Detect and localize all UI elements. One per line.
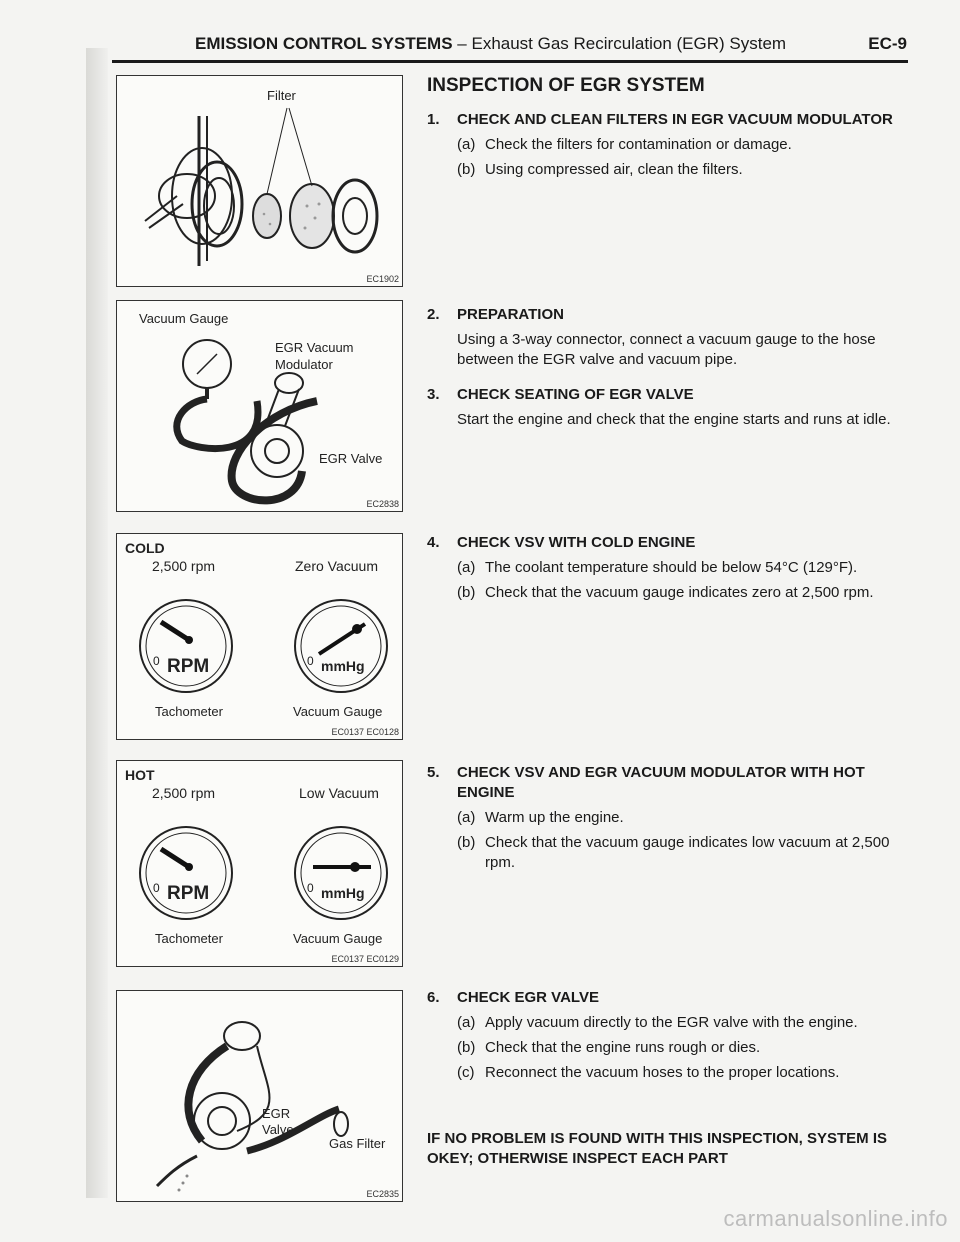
- label-egr-valve: EGR Valve: [262, 1106, 294, 1137]
- egr-valve-drawing: [117, 991, 402, 1201]
- label-filter: Filter: [267, 88, 296, 103]
- figure-code: EC2835: [366, 1189, 399, 1199]
- step-title: CHECK VSV AND EGR VACUUM MODULATOR WITH HOT ENGINE: [457, 764, 865, 801]
- sub-letter: (b): [457, 584, 476, 601]
- sub-letter: (c): [457, 1064, 475, 1081]
- vacuum-label: Zero Vacuum: [295, 558, 378, 574]
- step-title: CHECK VSV WITH COLD ENGINE: [457, 534, 696, 551]
- step-number: 1.: [427, 111, 440, 128]
- sub-text: Check that the vacuum gauge indicates zero at 2,500 rpm.: [485, 584, 874, 601]
- page-number: EC-9: [868, 34, 907, 53]
- step-number: 6.: [427, 989, 440, 1006]
- step-5: [427, 763, 909, 873]
- sub-letter: (b): [457, 161, 476, 178]
- gauge-hookup-drawing: [117, 301, 402, 511]
- step-4: [427, 533, 909, 603]
- label-vacuum-gauge: Vacuum Gauge: [139, 311, 229, 326]
- final-note: IF NO PROBLEM IS FOUND WITH THIS INSPECTION, SYSTEM IS OKEY; OTHERWISE INSPECT EACH PART: [427, 1130, 888, 1167]
- sub-letter: (b): [457, 834, 476, 851]
- page-binding-shadow: [86, 48, 108, 1198]
- figure-vacuum-gauge-setup: [116, 300, 403, 512]
- watermark: carmanualsonline.info: [723, 1206, 948, 1231]
- state-label: COLD: [125, 540, 165, 556]
- label-egr-vacuum-modulator: EGR Vacuum Modulator: [275, 340, 354, 372]
- figure-code: EC0137 EC0128: [331, 727, 399, 737]
- sub-text: Check that the vacuum gauge indicates low vacuum at 2,500 rpm.: [485, 834, 890, 871]
- tachometer-label: Tachometer: [155, 704, 223, 719]
- step-number: 2.: [427, 306, 440, 323]
- mmhg-face: mmHg: [321, 885, 365, 901]
- sub-text: Using compressed air, clean the filters.: [485, 161, 743, 178]
- figure-cold-gauges: [116, 533, 403, 740]
- step-3: [427, 385, 909, 430]
- sub-letter: (a): [457, 136, 476, 153]
- vacuum-gauge-label: Vacuum Gauge: [293, 704, 383, 719]
- vacuum-label: Low Vacuum: [299, 785, 379, 801]
- section-title: INSPECTION OF EGR SYSTEM: [427, 75, 705, 96]
- step-number: 5.: [427, 764, 440, 781]
- step-6: [427, 988, 909, 1083]
- filter-drawing: [117, 76, 402, 286]
- step-title: CHECK AND CLEAN FILTERS IN EGR VACUUM MODULATOR: [457, 111, 893, 128]
- rpm-face: RPM: [167, 883, 210, 904]
- mmhg-face: mmHg: [321, 658, 365, 674]
- zero-mark: 0: [307, 654, 314, 668]
- rpm-label: 2,500 rpm: [152, 785, 216, 801]
- step-title: CHECK SEATING OF EGR VALVE: [457, 386, 694, 403]
- header-rule: [112, 60, 908, 63]
- step-title: PREPARATION: [457, 306, 564, 323]
- tachometer-label: Tachometer: [155, 931, 223, 946]
- step-number: 3.: [427, 386, 440, 403]
- label-gas-filter: Gas Filter: [329, 1136, 386, 1151]
- header-section: EMISSION CONTROL SYSTEMS: [195, 34, 453, 53]
- zero-mark: 0: [153, 881, 160, 895]
- sub-letter: (b): [457, 1039, 476, 1056]
- sub-text: Warm up the engine.: [485, 809, 624, 826]
- step-1: [427, 110, 909, 180]
- vacuum-gauge-label: Vacuum Gauge: [293, 931, 383, 946]
- sub-text: Check that the engine runs rough or dies.: [485, 1039, 761, 1056]
- figure-hot-gauges: [116, 760, 403, 967]
- sub-text: Check the filters for contamination or damage.: [485, 136, 792, 153]
- sub-letter: (a): [457, 559, 476, 576]
- figure-egr-valve-test: [116, 990, 403, 1202]
- header-subtitle: – Exhaust Gas Recirculation (EGR) System: [457, 34, 787, 53]
- figure-filters: [116, 75, 403, 287]
- rpm-face: RPM: [167, 656, 210, 677]
- figure-code: EC0137 EC0129: [331, 954, 399, 964]
- step-number: 4.: [427, 534, 440, 551]
- sub-letter: (a): [457, 809, 476, 826]
- label-egr-valve: EGR Valve: [319, 451, 383, 466]
- step-text: Using a 3-way connector, connect a vacuum gauge to the hose between the EGR valve and vacuum pipe.: [457, 331, 876, 368]
- figure-code: EC1902: [366, 274, 399, 284]
- step-2: [427, 305, 909, 370]
- sub-letter: (a): [457, 1014, 476, 1031]
- page-header: [195, 34, 907, 56]
- figure-code: EC2838: [366, 499, 399, 509]
- zero-mark: 0: [153, 654, 160, 668]
- step-text: Start the engine and check that the engine starts and runs at idle.: [457, 411, 891, 428]
- rpm-label: 2,500 rpm: [152, 558, 216, 574]
- step-title: CHECK EGR VALVE: [457, 989, 599, 1006]
- sub-text: Reconnect the vacuum hoses to the proper locations.: [485, 1064, 840, 1081]
- zero-mark: 0: [307, 881, 314, 895]
- state-label: HOT: [125, 767, 155, 783]
- sub-text: Apply vacuum directly to the EGR valve with the engine.: [485, 1014, 858, 1031]
- sub-text: The coolant temperature should be below 54°C (129°F).: [485, 559, 858, 576]
